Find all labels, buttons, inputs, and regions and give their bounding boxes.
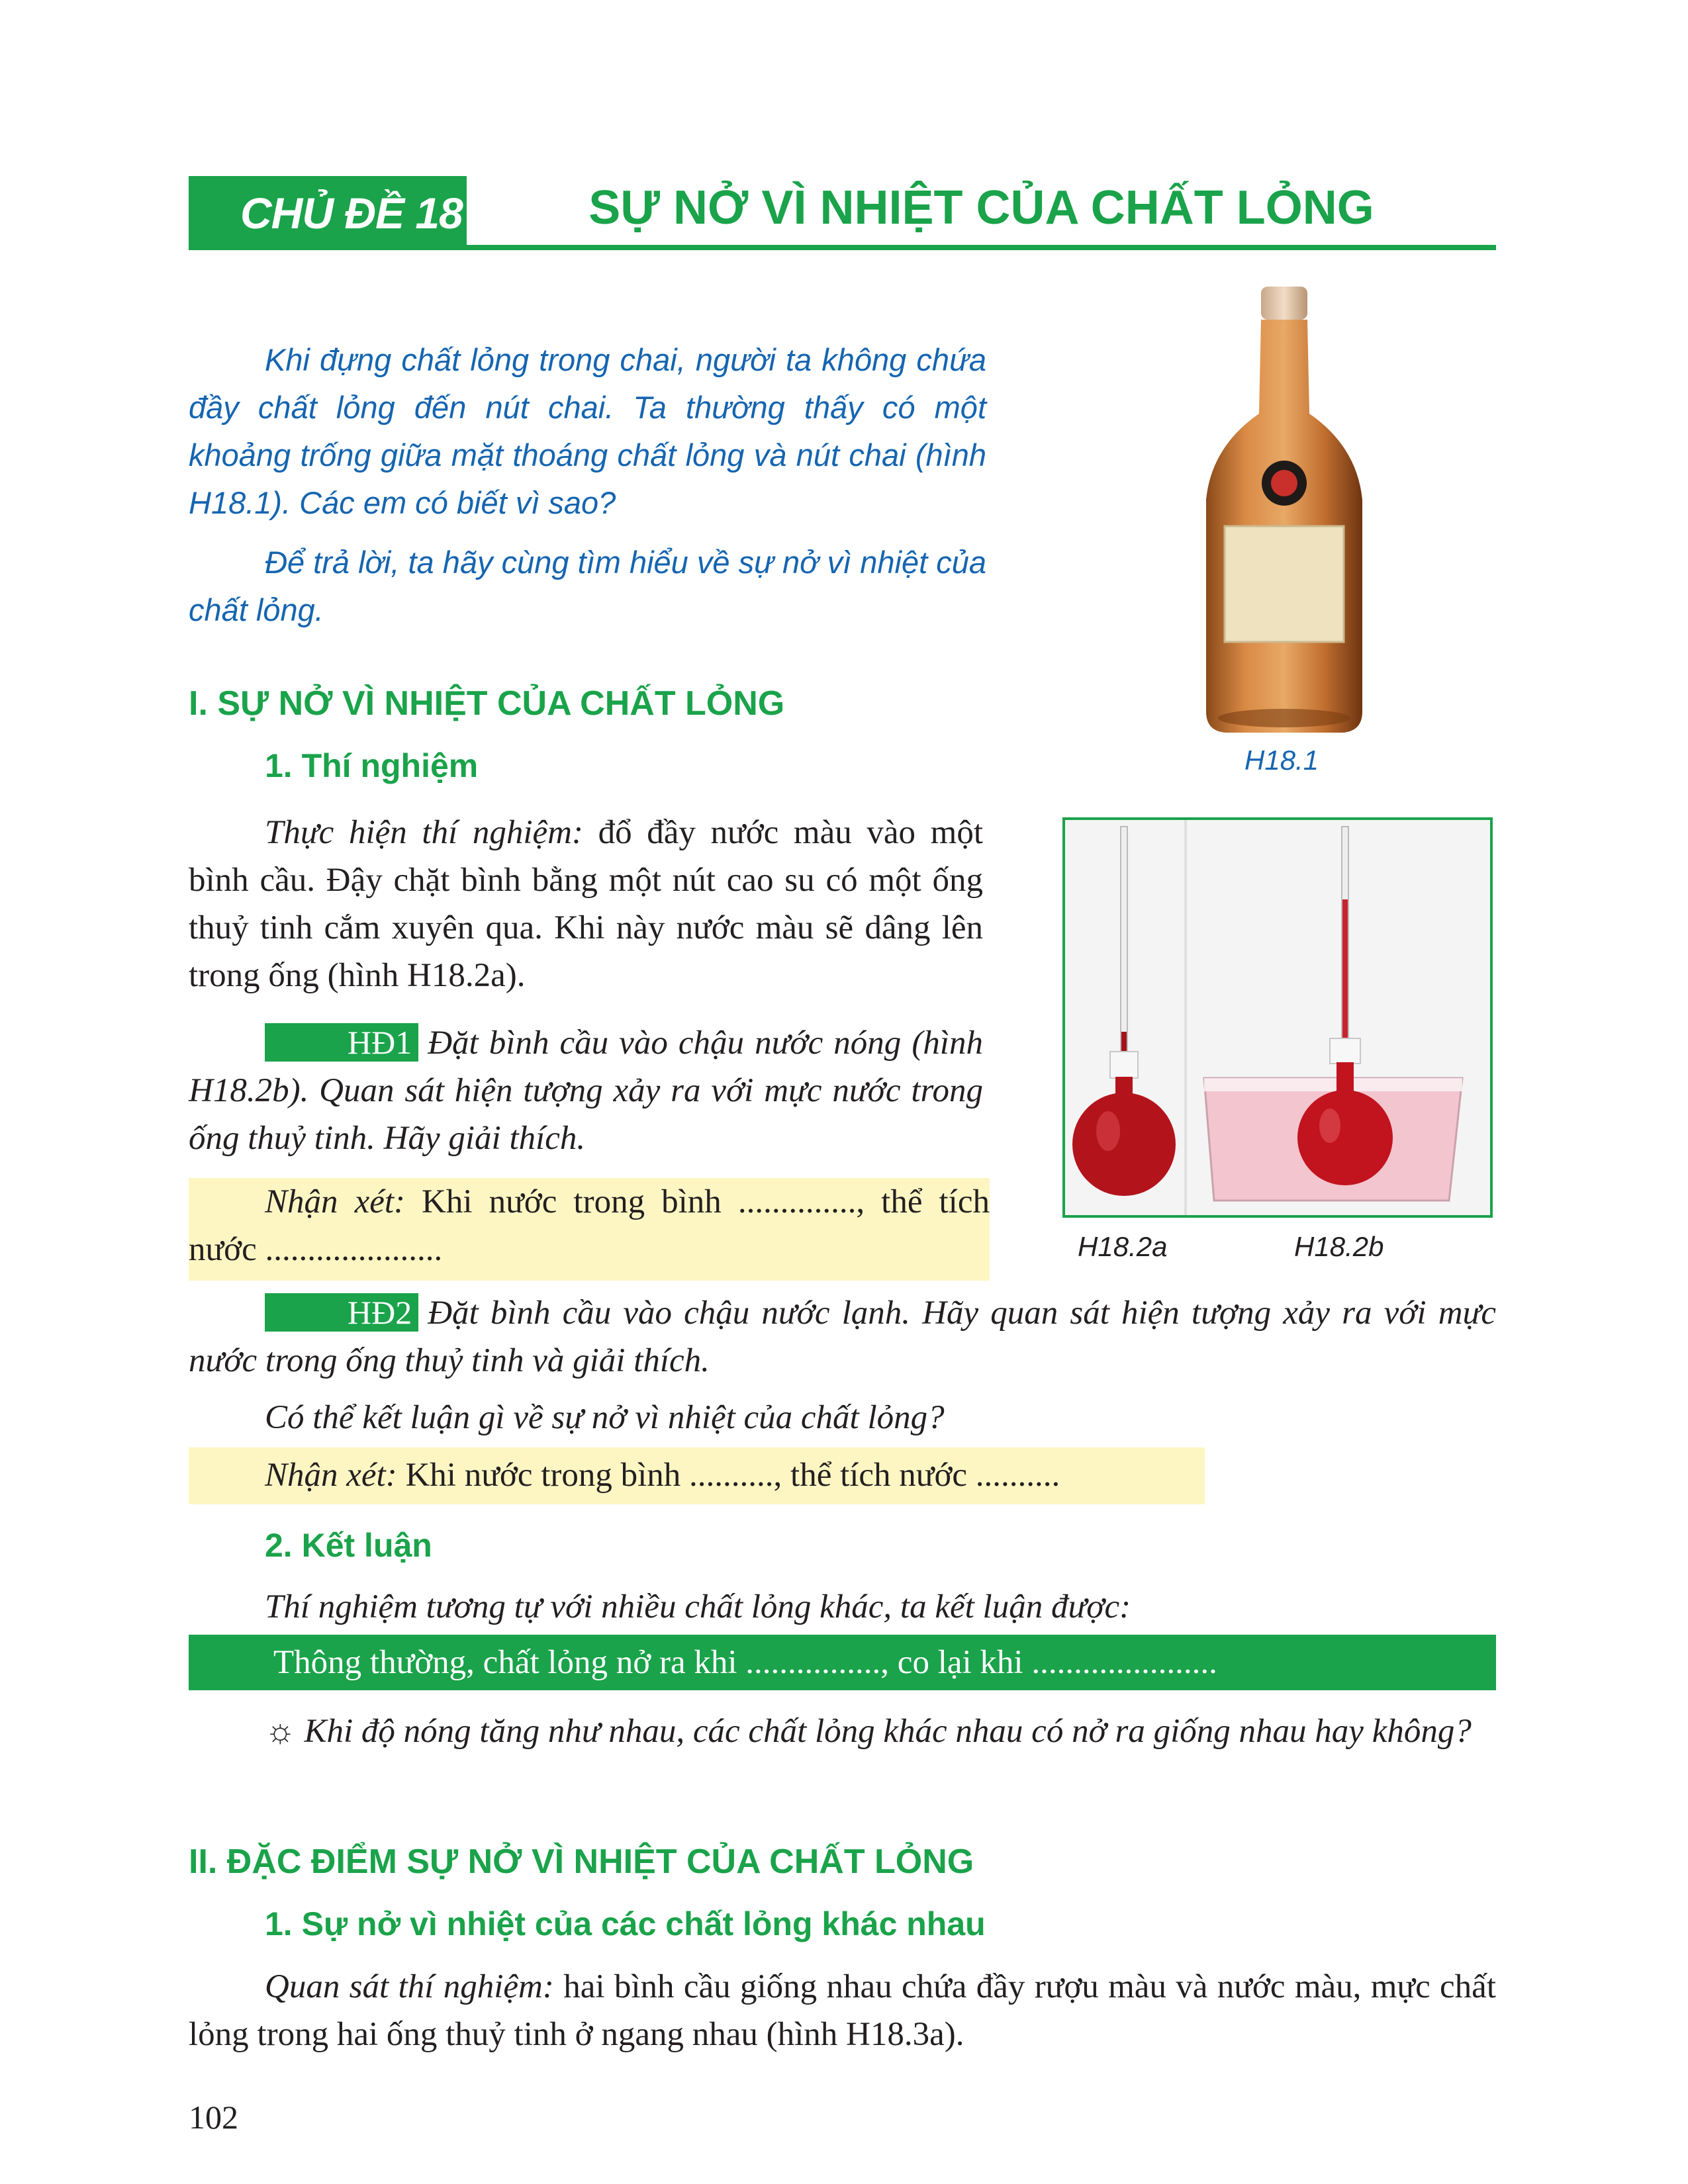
topic-tab: CHỦ ĐỀ 18 [189,176,467,250]
wine-bottle-image [1192,281,1377,738]
intro-paragraph-2: Để trả lời, ta hãy cùng tìm hiểu về sự nở vì nhiệt của chất lỏng. [189,545,986,627]
conclusion-question: Có thể kết luận gì về sự nở vì nhiệt của chất lỏng? [265,1399,945,1436]
figure-caption-h18-2a: H18.2a [1078,1231,1168,1262]
subheading-conclusion: 2. Kết luận [265,1527,432,1564]
experiment-paragraph [189,809,983,999]
section-heading-1: I. SỰ NỞ VÌ NHIỆT CỦA CHẤT LỎNG [189,684,785,723]
hd2-text: Đặt bình cầu vào chậu nước lạnh. Hãy quan sát hiện tượng xảy ra với mực nước trong ống thuỷ tinh và giải thích. [189,1295,1496,1379]
note2-label: Nhận xét: [265,1457,397,1494]
sun-question-text: ☼ Khi độ nóng tăng như nhau, các chất lỏng khác nhau có nở ra giống nhau hay không? [265,1713,1472,1750]
page-title: SỰ NỞ VÌ NHIỆT CỦA CHẤT LỎNG [588,181,1374,234]
figure-caption-h18-1: H18.1 [1244,745,1319,776]
conclusion-lead: Thí nghiệm tương tự với nhiều chất lỏng khác, ta kết luận được: [265,1588,1131,1625]
page-number: 102 [189,2099,238,2136]
conclusion-bar: Thông thường, chất lỏng nở ra khi ................, co lại khi ...................... [189,1635,1496,1690]
note-box-2 [189,1447,1205,1504]
intro-paragraph-1: Khi đựng chất lỏng trong chai, người ta không chứa đầy chất lỏng đến nút chai. Ta thường thấy có một khoảng trống giữa mặt thoáng chất lỏng và nút chai (hình H18.1). Các em có biết vì sao? [189,342,986,520]
hd1-text: Đặt bình cầu vào chậu nước nóng (hình H18.2b). Quan sát hiện tượng xảy ra với mực nước trong ống thuỷ tinh. Hãy giải thích. [189,1024,983,1157]
subheading-different-liquids: 1. Sự nở vì nhiệt của các chất lỏng khác nhau [265,1905,986,1942]
note1-text: Khi nước trong bình .............., thể tích nước ..................... [189,1183,990,1268]
subheading-experiment: 1. Thí nghiệm [265,747,479,784]
activity-hd1 [189,1019,983,1162]
hd1-badge: HĐ1 [265,1023,418,1062]
note1-label: Nhận xét: [265,1183,405,1220]
observation-paragraph [189,1963,1496,2058]
note2-text: Khi nước trong bình .........., thể tích nước .......... [397,1457,1060,1494]
sun-question [189,1707,1496,1755]
observation-text: hai bình cầu giống nhau chứa đầy rượu màu và nước màu, mực chất lỏng trong hai ống thuỷ tinh ở ngang nhau (hình H18.3a). [189,1968,1496,2053]
experiment-lead: Thực hiện thí nghiệm: [265,814,583,851]
intro-text [189,336,986,634]
flask-experiment-image [1062,817,1493,1218]
activity-hd2 [189,1289,1496,1385]
observation-lead: Quan sát thí nghiệm: [265,1968,554,2005]
hd2-badge: HĐ2 [265,1293,418,1332]
section-heading-2: II. ĐẶC ĐIỂM SỰ NỞ VÌ NHIỆT CỦA CHẤT LỎNG [189,1843,974,1881]
header-rule [189,245,1496,250]
figure-caption-h18-2b: H18.2b [1294,1231,1384,1262]
experiment-text: đổ đầy nước màu vào một bình cầu. Đậy chặt bình bằng một nút cao su có một ống thuỷ tinh cắm xuyên qua. Khi này nước màu sẽ dâng lên trong ống (hình H18.2a). [189,814,983,994]
note-box-1 [189,1178,990,1281]
